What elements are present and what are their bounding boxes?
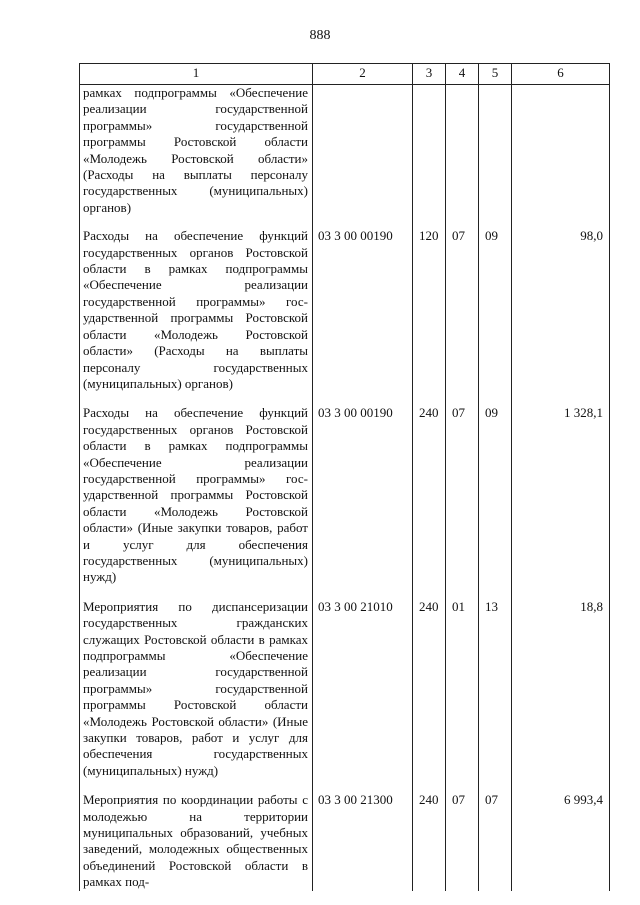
table-row — [80, 599, 610, 792]
column-header-4: 4 — [446, 64, 479, 85]
row-target-code: 03 3 00 21300 — [313, 792, 413, 890]
table-row — [80, 792, 610, 890]
row-amount: 98,0 — [512, 228, 610, 405]
row-section: 07 — [446, 792, 479, 890]
row-target-code — [313, 85, 413, 229]
row-section: 01 — [446, 599, 479, 792]
row-description: Расходы на обеспечение функций государственных органов Ростовской области в рамках подпрограммы «Обеспечение реализации государственной программы» государственной программы Ростовской области «Молодежь Ростовской области» (Иные закупки товаров, работ и услуг для обеспечения государственных (муниципальных) нужд) — [80, 405, 313, 598]
row-description: рамках подпрограммы «Обеспечение реализации государственной программы» государственной программы Ростовской области «Молодежь Ростовской области» (Расходы на выплаты персоналу государственных (муниципальных) органов) — [80, 85, 313, 229]
row-description: Мероприятия по диспансеризации государственных гражданских служащих Ростовской области в рамках подпрограммы «Обеспечение реализации государственной программы» государственной программы Ростовской области «Молодежь Ростовской области» (Иные закупки товаров, работ и услуг для обеспечения государственных (муниципальных) нужд) — [80, 599, 313, 792]
header-row — [80, 64, 610, 85]
row-section — [446, 85, 479, 229]
row-subsection: 07 — [479, 792, 512, 890]
budget-table — [79, 63, 610, 891]
row-amount: 6 993,4 — [512, 792, 610, 890]
row-subsection — [479, 85, 512, 229]
column-header-1: 1 — [80, 64, 313, 85]
row-description: Мероприятия по координации работы с молодежью на территории муниципальных образований, учебных заведений, молодежных общественных объединений Ростовской области в рамках под- — [80, 792, 313, 890]
row-section: 07 — [446, 405, 479, 598]
row-description: Расходы на обеспечение функций государственных органов Ростовской области в рамках подпрограммы «Обеспечение реализации государственной программы» государственной программы Ростовской области «Молодежь Ростовской области» (Расходы на выплаты персоналу государственных (муниципальных) органов) — [80, 228, 313, 405]
row-subsection: 09 — [479, 228, 512, 405]
row-amount — [512, 85, 610, 229]
row-expense-type — [413, 85, 446, 229]
page-number: 888 — [309, 28, 331, 43]
row-section: 07 — [446, 228, 479, 405]
table-row — [80, 405, 610, 598]
table-row — [80, 228, 610, 405]
row-expense-type: 240 — [413, 405, 446, 598]
row-expense-type: 240 — [413, 792, 446, 890]
row-subsection: 13 — [479, 599, 512, 792]
row-target-code: 03 3 00 00190 — [313, 405, 413, 598]
row-expense-type: 120 — [413, 228, 446, 405]
column-header-3: 3 — [413, 64, 446, 85]
row-expense-type: 240 — [413, 599, 446, 792]
column-header-6: 6 — [512, 64, 610, 85]
row-amount: 18,8 — [512, 599, 610, 792]
column-header-5: 5 — [479, 64, 512, 85]
row-target-code: 03 3 00 00190 — [313, 228, 413, 405]
row-target-code: 03 3 00 21010 — [313, 599, 413, 792]
row-amount: 1 328,1 — [512, 405, 610, 598]
table-header — [80, 64, 610, 85]
table-row — [80, 85, 610, 229]
table-body — [80, 85, 610, 891]
row-subsection: 09 — [479, 405, 512, 598]
column-header-2: 2 — [313, 64, 413, 85]
